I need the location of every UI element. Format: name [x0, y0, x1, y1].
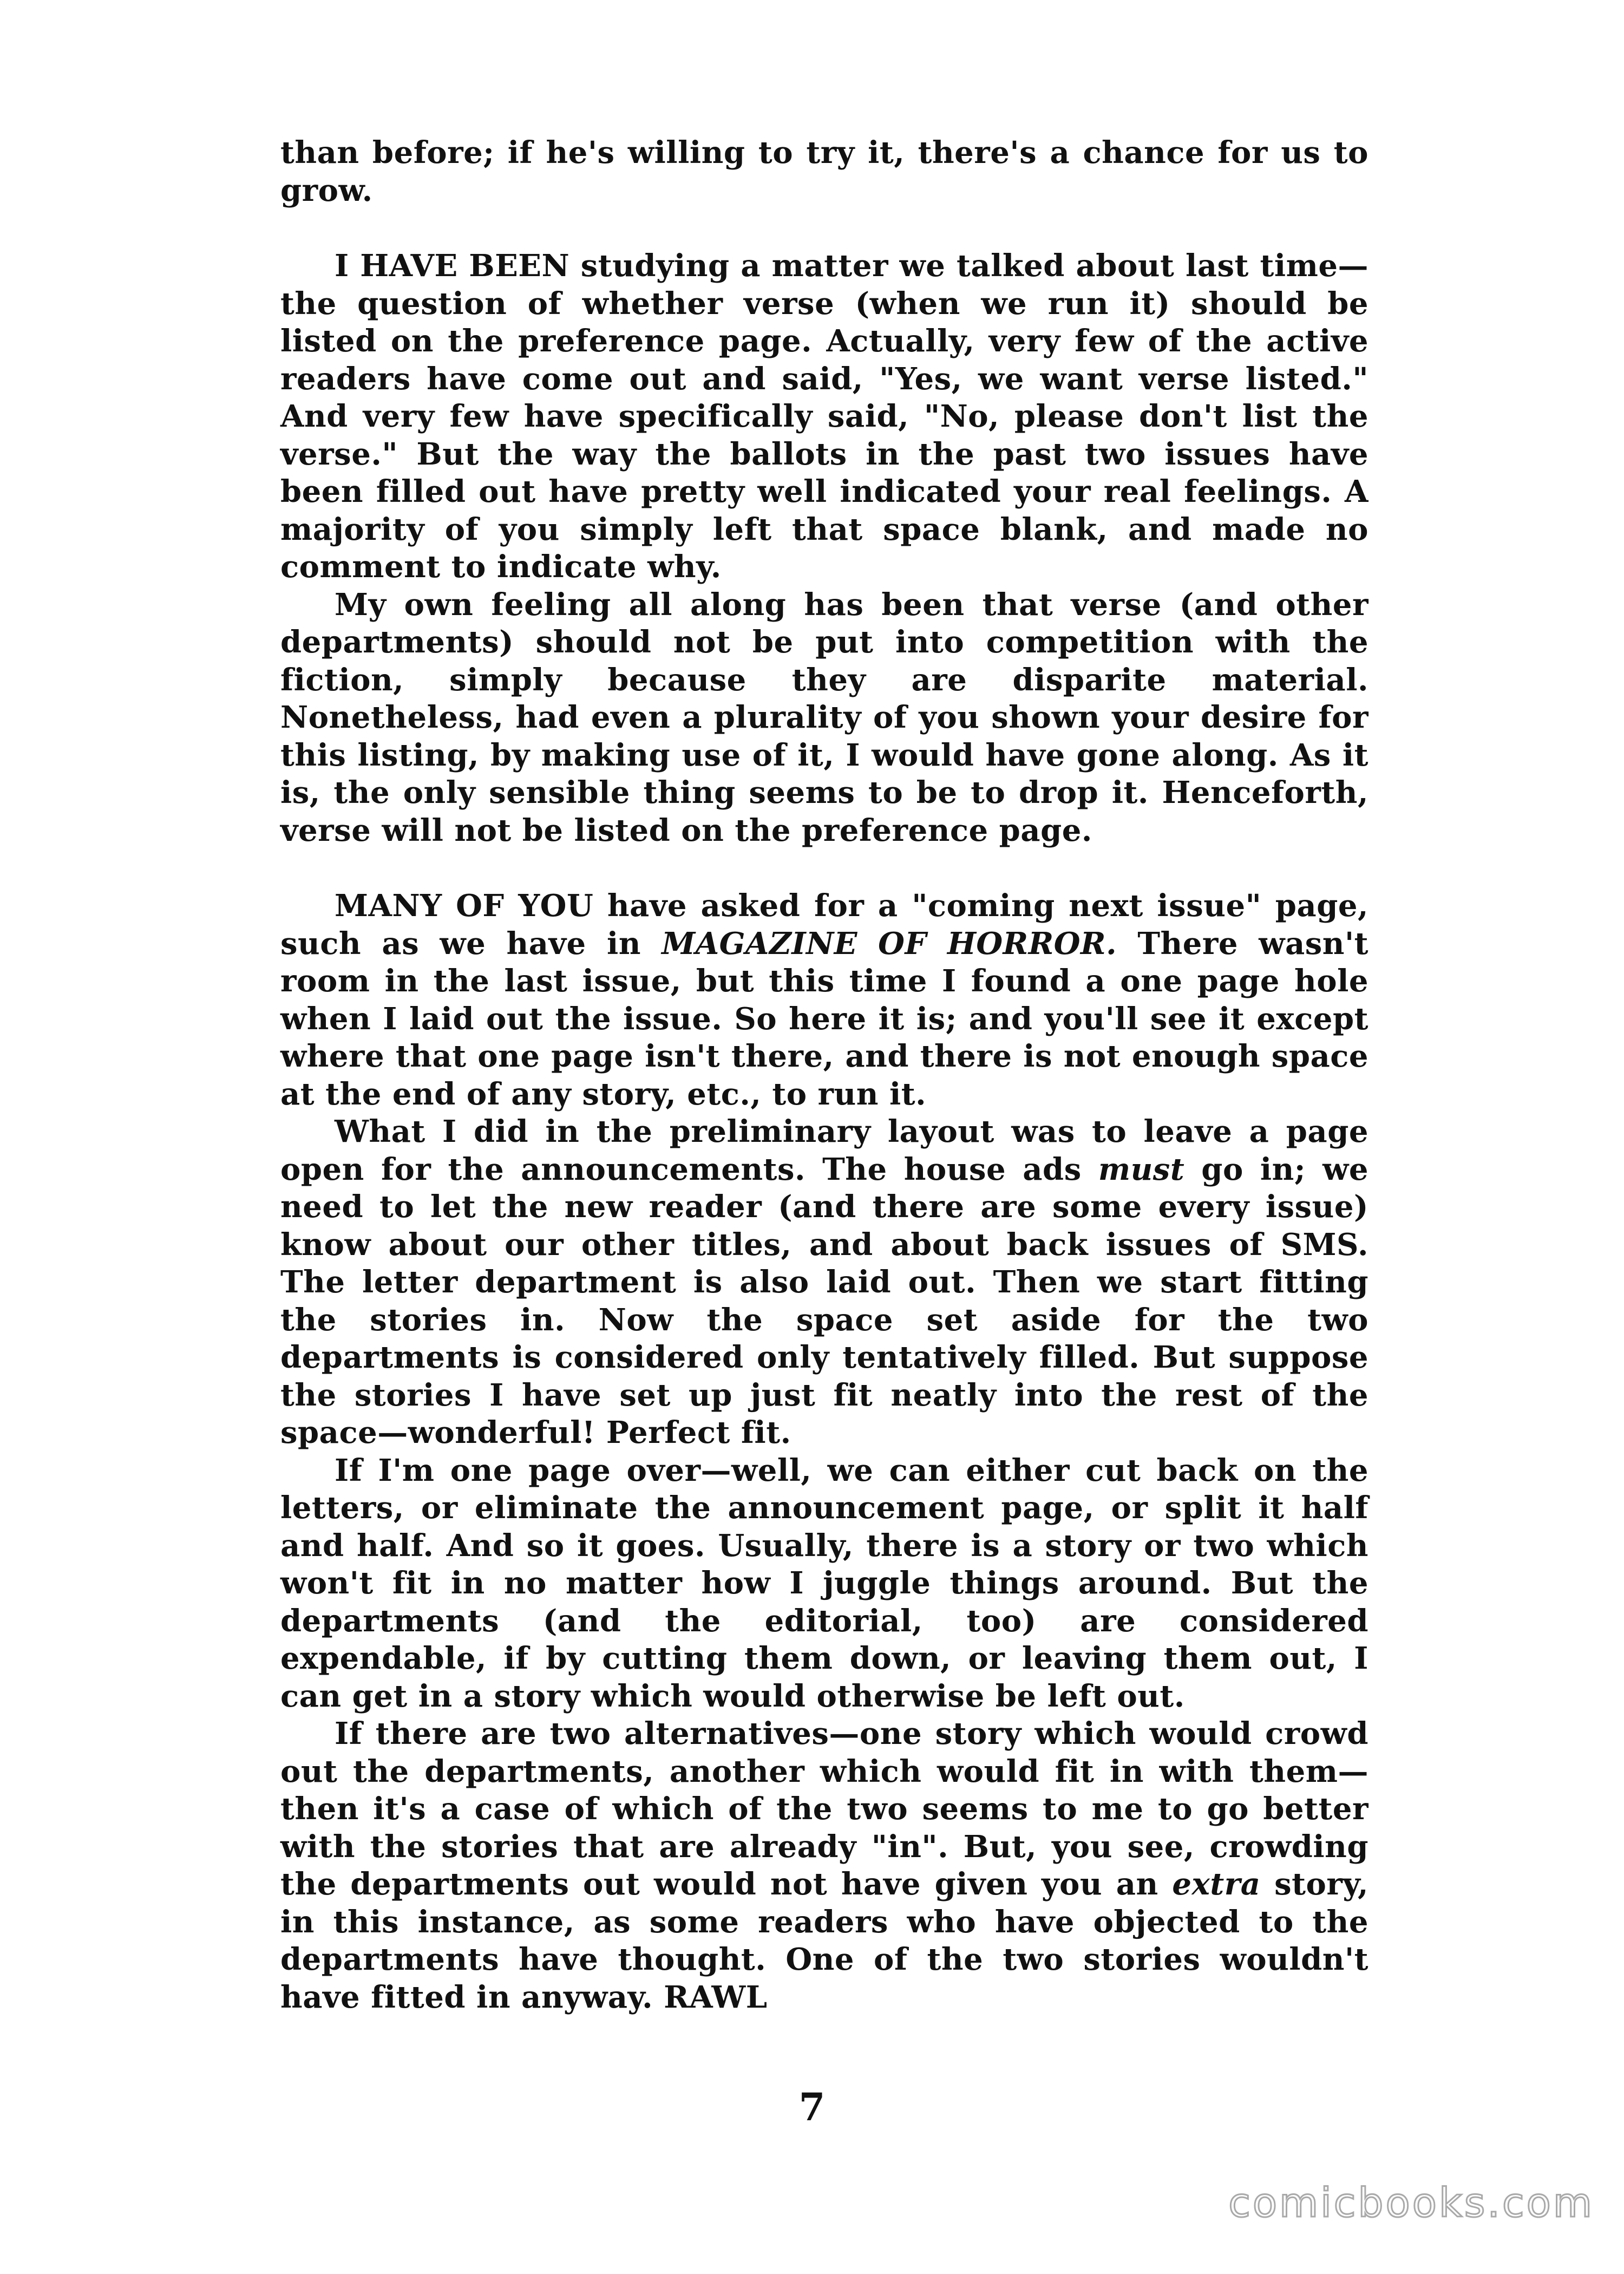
page-number: 7 [798, 2084, 826, 2129]
paragraph-body: story, in this instance, as some readers who have objected to the departments have thought. One of the two stories wouldn't have fitted in anyway. RAWL [280, 1866, 1369, 2015]
paragraph-lead-in: MANY OF YOU [335, 888, 594, 924]
paragraph-preliminary-layout [280, 1113, 1368, 1452]
paragraph-continued: than before; if he's willing to try it, there's a chance for us to grow. [280, 135, 1368, 208]
emphasis-word: extra [1172, 1866, 1261, 1902]
magazine-title: MAGAZINE OF HORROR. [662, 925, 1117, 962]
paragraph-body: There wasn't room in the last issue, but this time I found a one page hole when I laid out the issue. So here it is; and you'll see it except where that one page isn't there, and there is not enough space at the end of any story, etc., to run it. [280, 925, 1369, 1112]
paragraph-coming-next-issue [280, 887, 1368, 1113]
paragraph-two-alternatives [280, 1715, 1368, 2016]
paragraph-body: studying a matter we talked about last time—the question of whether verse (when we run it) should be listed on the preference page. Actually, very few of the active readers have come out and said, "Yes, we want verse listed." And very few have specifically said, "No, please don't list the verse." But the way the ballots in the past two issues have been filled out have pretty well indicated your real feelings. A majority of you simply left that space blank, and made no comment to indicate why. [280, 248, 1368, 585]
paragraph-body: have asked for a "coming next issue" page, such as we have in [280, 888, 1368, 962]
site-watermark: comicbooks.com [1228, 2180, 1594, 2226]
article-column [280, 134, 1368, 2016]
paragraph-lead-in: I HAVE BEEN [335, 248, 570, 284]
paragraph-body: What I did in the preliminary layout was to leave a page open for the announcements. The house ads [280, 1114, 1368, 1187]
emphasis-word: must [1098, 1151, 1185, 1187]
paragraph-one-page-over: If I'm one page over—well, we can either cut back on the letters, or eliminate the announcement page, or split it half and half. And so it goes. Usually, there is a story or two which won't fit in no matter how I juggle things around. But the departments (and the editorial, too) are considered expendable, if by cutting them down, or leaving them out, I can get in a story which would otherwise be left out. [280, 1452, 1368, 1714]
paragraph-own-feeling: My own feeling all along has been that verse (and other departments) should not be put into competition with the fiction, simply because they are disparite material. Nonetheless, had even a plurality of you shown your desire for this listing, by making use of it, I would have gone along. As it is, the only sensible thing seems to be to drop it. Henceforth, verse will not be listed on the preference page. [280, 586, 1368, 848]
paragraph-verse-listing [280, 247, 1368, 586]
paragraph-body: go in; we need to let the new reader (and there are some every issue) know about our other titles, and about back issues of SMS. The letter department is also laid out. Then we start fitting the stories in. Now the space set aside for the two departments is considered only tentatively filled. But suppose the stories I have set up just fit neatly into the rest of the space—wonderful! Perfect fit. [280, 1151, 1368, 1450]
paragraph-body: If there are two alternatives—one story which would crowd out the departments, another which would fit in with them—then it's a case of which of the two seems to me to go better with the stories that are already "in". But, you see, crowding the departments out would not have given you an [280, 1716, 1368, 1902]
